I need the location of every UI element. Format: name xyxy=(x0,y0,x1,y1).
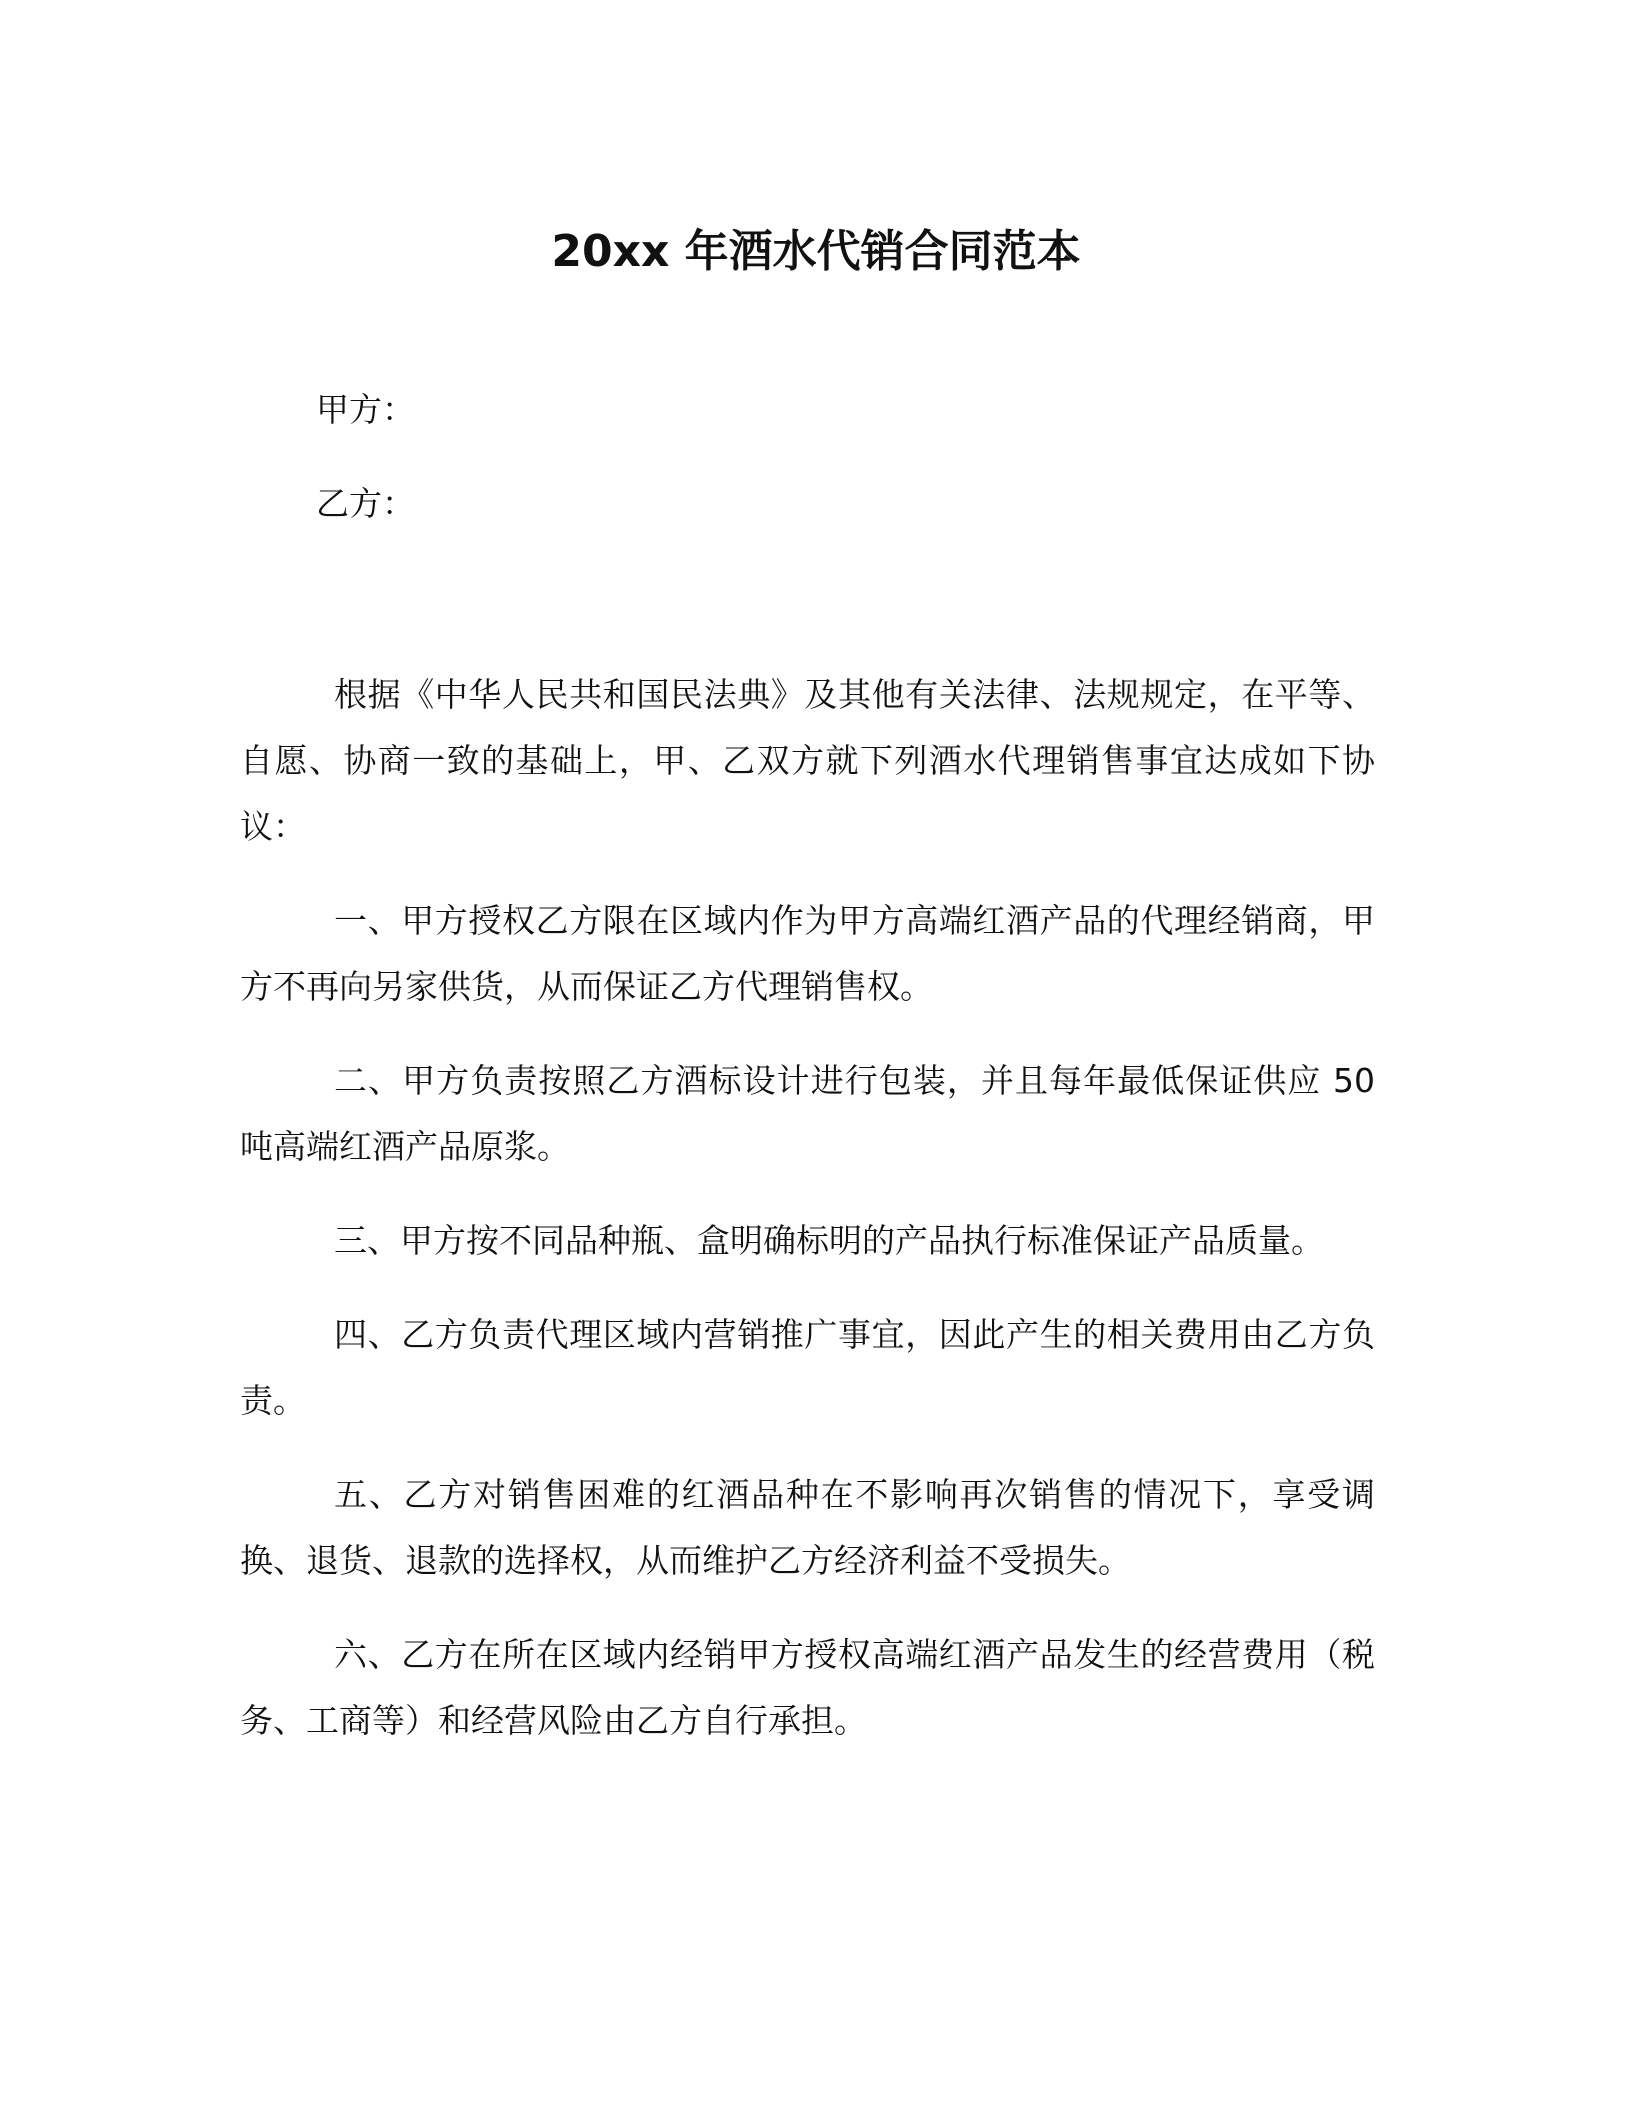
clause-1: 一、甲方授权乙方限在区域内作为甲方高端红酒产品的代理经销商，甲方不再向另家供货，从而保证乙方代理销售权。 xyxy=(240,901,1375,1006)
clause-5: 五、乙方对销售困难的红酒品种在不影响再次销售的情况下，享受调换、退货、退款的选择权，从而维护乙方经济利益不受损失。 xyxy=(240,1475,1375,1580)
party-b-label: 乙方： xyxy=(316,484,415,523)
clause-2: 二、甲方负责按照乙方酒标设计进行包装，并且每年最低保证供应 50 吨高端红酒产品原浆。 xyxy=(240,1061,1375,1166)
contract-body xyxy=(240,662,1375,1782)
clause-4: 四、乙方负责代理区域内营销推广事宜，因此产生的相关费用由乙方负责。 xyxy=(240,1315,1375,1420)
document-title: 20xx 年酒水代销合同范本 xyxy=(551,226,1081,277)
clause-3: 三、甲方按不同品种瓶、盒明确标明的产品执行标准保证产品质量。 xyxy=(334,1221,1324,1260)
clause-6: 六、乙方在所在区域内经销甲方授权高端红酒产品发生的经营费用（税务、工商等）和经营风险由乙方自行承担。 xyxy=(240,1635,1375,1740)
party-a-label: 甲方： xyxy=(316,390,415,429)
preamble-paragraph: 根据《中华人民共和国民法典》及其他有关法律、法规规定，在平等、自愿、协商一致的基础上，甲、乙双方就下列酒水代理销售事宜达成如下协议： xyxy=(240,675,1375,846)
